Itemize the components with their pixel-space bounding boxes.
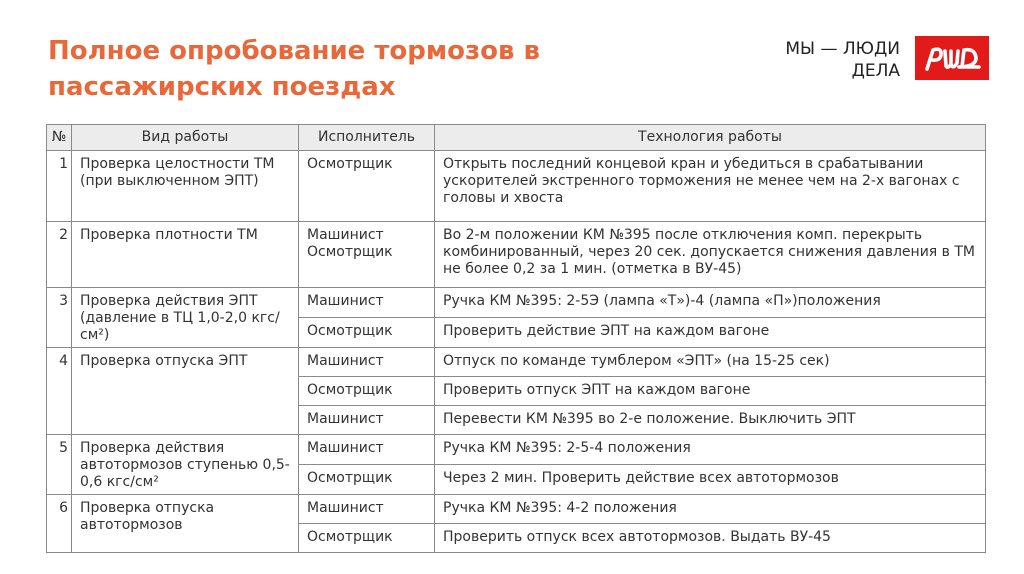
slogan [760, 38, 900, 82]
table-row [47, 435, 986, 465]
brake-test-table [46, 124, 986, 553]
rzd-logo-mark [915, 36, 989, 80]
technology: Ручка КМ №395: 2-5-4 положения [435, 435, 986, 465]
executor: Машинист [299, 406, 435, 435]
slogan-line-2: ДЕЛА [851, 61, 900, 81]
header-executor: Исполнитель [299, 125, 435, 151]
row-number: 3 [47, 288, 72, 348]
executor: Осмотрщик [299, 465, 435, 495]
work-type: Проверка отпуска ЭПТ [72, 348, 299, 435]
technology: Перевести КМ №395 во 2-е положение. Выключить ЭПТ [435, 406, 986, 435]
row-number: 2 [47, 222, 72, 288]
header-technology: Технология работы [435, 125, 986, 151]
executor: Осмотрщик [299, 318, 435, 348]
work-type: Проверка действия автотормозов ступенью 0,5-0,6 кгс/см² [72, 435, 299, 495]
technology: Проверить отпуск ЭПТ на каждом вагоне [435, 377, 986, 406]
work-type: Проверка отпуска автотормозов [72, 495, 299, 553]
executor: Осмотрщик [299, 151, 435, 222]
header-work-type: Вид работы [72, 125, 299, 151]
table-row [47, 348, 986, 377]
table-row [47, 495, 986, 524]
executor: Осмотрщик [299, 377, 435, 406]
technology: Через 2 мин. Проверить действие всех автотормозов [435, 465, 986, 495]
table-header-row [47, 125, 986, 151]
row-number: 5 [47, 435, 72, 495]
table-row [47, 288, 986, 318]
technology: Ручка КМ №395: 4-2 положения [435, 495, 986, 524]
executor: Машинист Осмотрщик [299, 222, 435, 288]
row-number: 1 [47, 151, 72, 222]
technology: Открыть последний концевой кран и убедиться в срабатывании ускорителей экстренного торможения не менее чем на 2-х вагонах с головы и хвоста [435, 151, 986, 222]
executor: Машинист [299, 495, 435, 524]
technology: Проверить отпуск всех автотормозов. Выдать ВУ-45 [435, 524, 986, 553]
header-number: № [47, 125, 72, 151]
technology: Во 2-м положении КМ №395 после отключения комп. перекрыть комбинированный, через 20 сек. допускается снижения давления в ТМ не более 0,2 за 1 мин. (отметка в ВУ-45) [435, 222, 986, 288]
row-number: 6 [47, 495, 72, 553]
row-number: 4 [47, 348, 72, 435]
work-type: Проверка целостности ТМ (при выключенном ЭПТ) [72, 151, 299, 222]
technology: Отпуск по команде тумблером «ЭПТ» (на 15-25 сек) [435, 348, 986, 377]
work-type: Проверка действия ЭПТ (давление в ТЦ 1,0-2,0 кгс/см²) [72, 288, 299, 348]
executor: Осмотрщик [299, 524, 435, 553]
slogan-line-1: МЫ — ЛЮДИ [785, 39, 900, 59]
work-type: Проверка плотности ТМ [72, 222, 299, 288]
table-row [47, 222, 986, 288]
technology: Ручка КМ №395: 2-5Э (лампа «Т»)-4 (лампа «П»)положения [435, 288, 986, 318]
rzd-logo [915, 36, 989, 80]
executor: Машинист [299, 348, 435, 377]
page-title: Полное опробование тормозов в пассажирских поездах [48, 36, 540, 102]
executor: Машинист [299, 288, 435, 318]
executor: Машинист [299, 435, 435, 465]
table-row [47, 151, 986, 222]
technology: Проверить действие ЭПТ на каждом вагоне [435, 318, 986, 348]
